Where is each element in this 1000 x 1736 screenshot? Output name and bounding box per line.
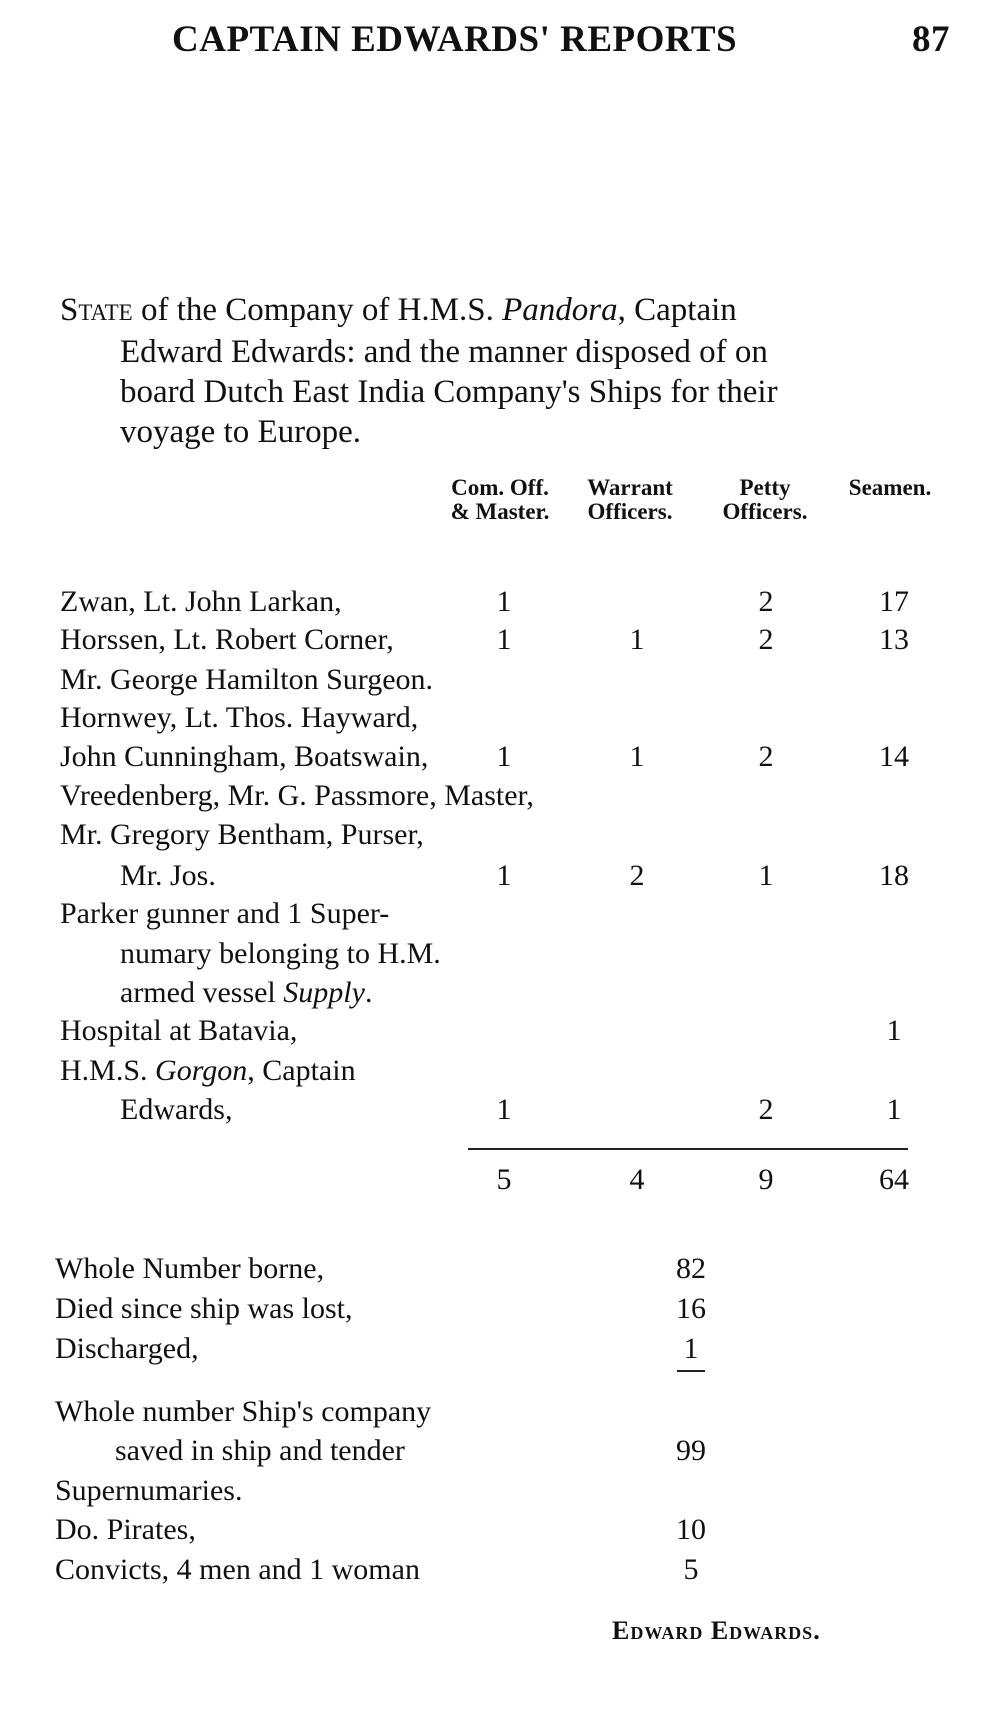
table-row-label: Horssen, Lt. Robert Corner,	[60, 623, 394, 656]
summary-label: Discharged,	[55, 1332, 199, 1365]
table-row-label: Hospital at Batavia,	[60, 1014, 298, 1047]
summary-value: 99	[676, 1434, 706, 1467]
column-header-com-off	[430, 476, 570, 524]
table-row-label: Mr. George Hamilton Surgeon.	[60, 663, 434, 696]
table-cell: 1	[629, 623, 645, 656]
ship-name: Supply	[283, 976, 365, 1009]
table-cell: 1	[629, 740, 645, 773]
table-cell: 2	[629, 859, 645, 892]
table-row-label: Edwards,	[120, 1093, 233, 1126]
intro-line-4: voyage to Europe.	[120, 414, 362, 450]
page-title: CAPTAIN EDWARDS' REPORTS	[172, 19, 738, 60]
table-cell: 1	[496, 740, 512, 773]
intro-line-2: Edward Edwards: and the manner disposed of on	[120, 334, 768, 370]
column-header-line: Petty	[739, 475, 791, 500]
table-cell: 1	[496, 623, 512, 656]
summary-label: Convicts, 4 men and 1 woman	[55, 1553, 420, 1586]
table-row-label	[120, 976, 372, 1010]
intro-line-3: board Dutch East India Company's Ships for their	[120, 374, 778, 410]
summary-value: 1	[683, 1332, 699, 1365]
column-header-petty	[705, 476, 825, 524]
table-cell: 1	[496, 1093, 512, 1126]
table-cell: 2	[758, 1093, 774, 1126]
summary-dash	[677, 1370, 705, 1372]
table-cell: 1	[886, 1093, 902, 1126]
label-text: H.M.S.	[60, 1054, 156, 1087]
ship-name: Gorgon	[155, 1054, 248, 1087]
column-header-line: Officers.	[587, 499, 673, 524]
column-header-warrant	[565, 476, 695, 524]
table-cell: 1	[886, 1014, 902, 1047]
totals-rule	[468, 1148, 908, 1150]
table-row-label: Mr. Jos.	[120, 859, 216, 892]
summary-value: 5	[683, 1553, 699, 1586]
table-cell: 2	[758, 585, 774, 618]
table-cell: 1	[496, 585, 512, 618]
label-text: , Captain	[247, 1054, 356, 1087]
table-cell: 14	[879, 740, 909, 773]
total-com-off: 5	[496, 1163, 512, 1196]
table-row-label: Vreedenberg, Mr. G. Passmore, Master,	[60, 779, 534, 812]
total-warrant: 4	[629, 1163, 645, 1196]
summary-label: Supernumaries.	[55, 1474, 243, 1507]
intro-text: , Captain	[617, 292, 737, 328]
column-header-line: Com. Off.	[451, 475, 549, 500]
column-header-line: Warrant	[587, 475, 673, 500]
table-cell: 2	[758, 740, 774, 773]
column-header-seamen	[830, 476, 950, 500]
label-text: .	[364, 976, 373, 1009]
summary-value: 10	[676, 1513, 706, 1546]
signature: Edward Edwards.	[612, 1616, 821, 1645]
table-cell: 2	[758, 623, 774, 656]
summary-label: Whole number Ship's company	[55, 1395, 432, 1428]
summary-label: saved in ship and tender	[115, 1434, 405, 1467]
label-text: armed vessel	[120, 976, 284, 1009]
summary-label: Do. Pirates,	[55, 1513, 196, 1546]
table-row-label: Hornwey, Lt. Thos. Hayward,	[60, 701, 419, 734]
column-header-line: Seamen.	[848, 475, 932, 500]
table-cell: 13	[879, 623, 909, 656]
table-cell: 1	[758, 859, 774, 892]
table-row-label: John Cunningham, Boatswain,	[60, 740, 429, 773]
table-row-label: Mr. Gregory Bentham, Purser,	[60, 818, 424, 851]
summary-label: Whole Number borne,	[55, 1252, 325, 1285]
table-cell: 17	[879, 585, 909, 618]
column-header-line: & Master.	[450, 499, 550, 524]
table-row-label	[60, 1054, 356, 1088]
table-cell: 1	[496, 859, 512, 892]
ship-name-pandora: Pandora	[502, 292, 618, 328]
table-row-label: Parker gunner and 1 Super-	[60, 897, 390, 930]
page-number: 87	[912, 19, 950, 60]
table-row-label: Zwan, Lt. John Larkan,	[60, 585, 342, 618]
table-row-label: numary belonging to H.M.	[120, 937, 441, 970]
intro-text: of the Company of H.M.S.	[140, 292, 503, 328]
intro-lead: State	[60, 292, 133, 328]
summary-value: 16	[676, 1292, 706, 1325]
summary-value: 82	[676, 1252, 706, 1285]
column-header-line: Officers.	[722, 499, 808, 524]
table-cell: 18	[879, 859, 909, 892]
total-seamen: 64	[879, 1163, 909, 1196]
summary-label: Died since ship was lost,	[55, 1292, 353, 1325]
total-petty: 9	[758, 1163, 774, 1196]
intro-line-1	[60, 288, 737, 333]
